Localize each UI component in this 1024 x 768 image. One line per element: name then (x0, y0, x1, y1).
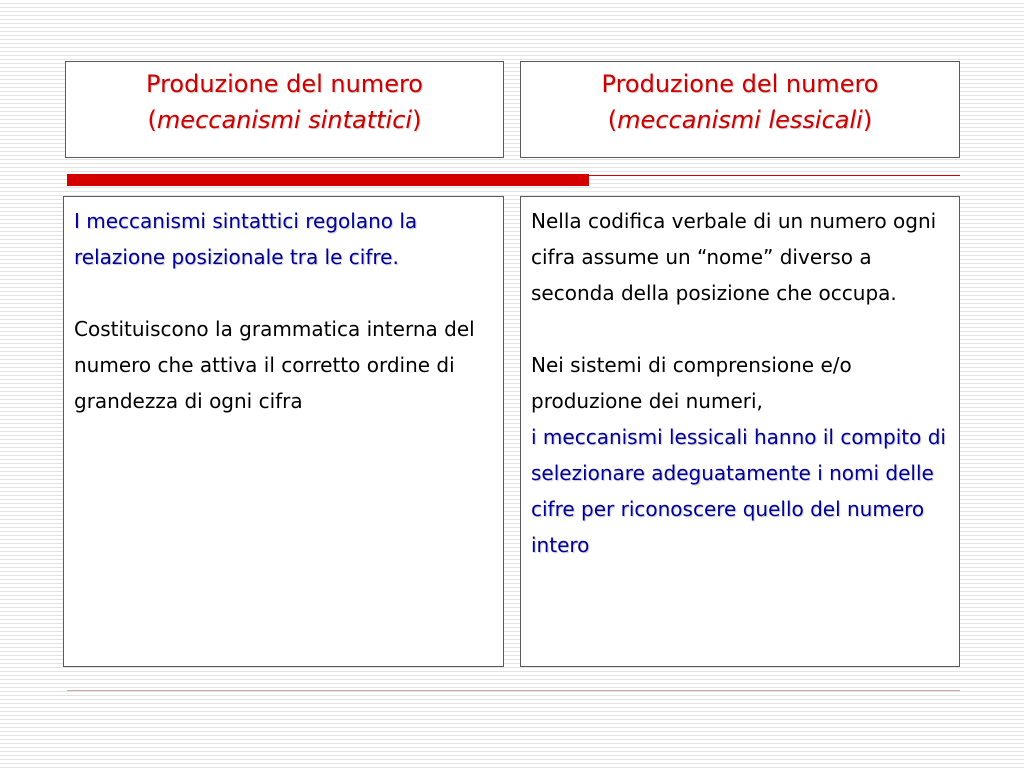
close-paren: ) (862, 106, 873, 134)
header-subtitle-italic: meccanismi lessicali (617, 106, 863, 134)
body-text: Nella codifica verbale di un numero ogni cifra assume un “nome” diverso a seconda della posizione che occupa. (531, 209, 937, 305)
paragraph-gap (531, 311, 949, 347)
close-paren: ) (412, 106, 422, 134)
open-paren: ( (607, 106, 618, 134)
highlight-text: I meccanismi sintattici regolano la relazione posizionale tra le cifre. (74, 209, 418, 269)
accent-bar (67, 174, 589, 186)
body-text: Costituiscono la grammatica interna del numero che attiva il corretto ordine di grandezza di ogni cifra (74, 317, 475, 413)
header-subtitle-italic: meccanismi sintattici (156, 106, 413, 134)
header-subtitle (66, 102, 503, 138)
open-paren: ( (147, 106, 157, 134)
accent-line (589, 175, 960, 176)
paragraph-gap (74, 275, 493, 311)
header-title: Produzione del numero (601, 70, 879, 98)
body-text: Nei sistemi di comprensione e/o produzione dei numeri, (531, 353, 852, 413)
content-box-sintattici (63, 196, 504, 667)
header-box-sintattici (65, 61, 504, 158)
content-box-lessicali (520, 196, 960, 667)
header-box-lessicali (520, 61, 960, 158)
footer-divider (67, 690, 960, 691)
header-subtitle (521, 102, 959, 138)
highlight-text: i meccanismi lessicali hanno il compito di selezionare adeguatamente i nomi delle cifre per riconoscere quello del numero intero (531, 425, 946, 557)
header-title: Produzione del numero (146, 70, 423, 98)
